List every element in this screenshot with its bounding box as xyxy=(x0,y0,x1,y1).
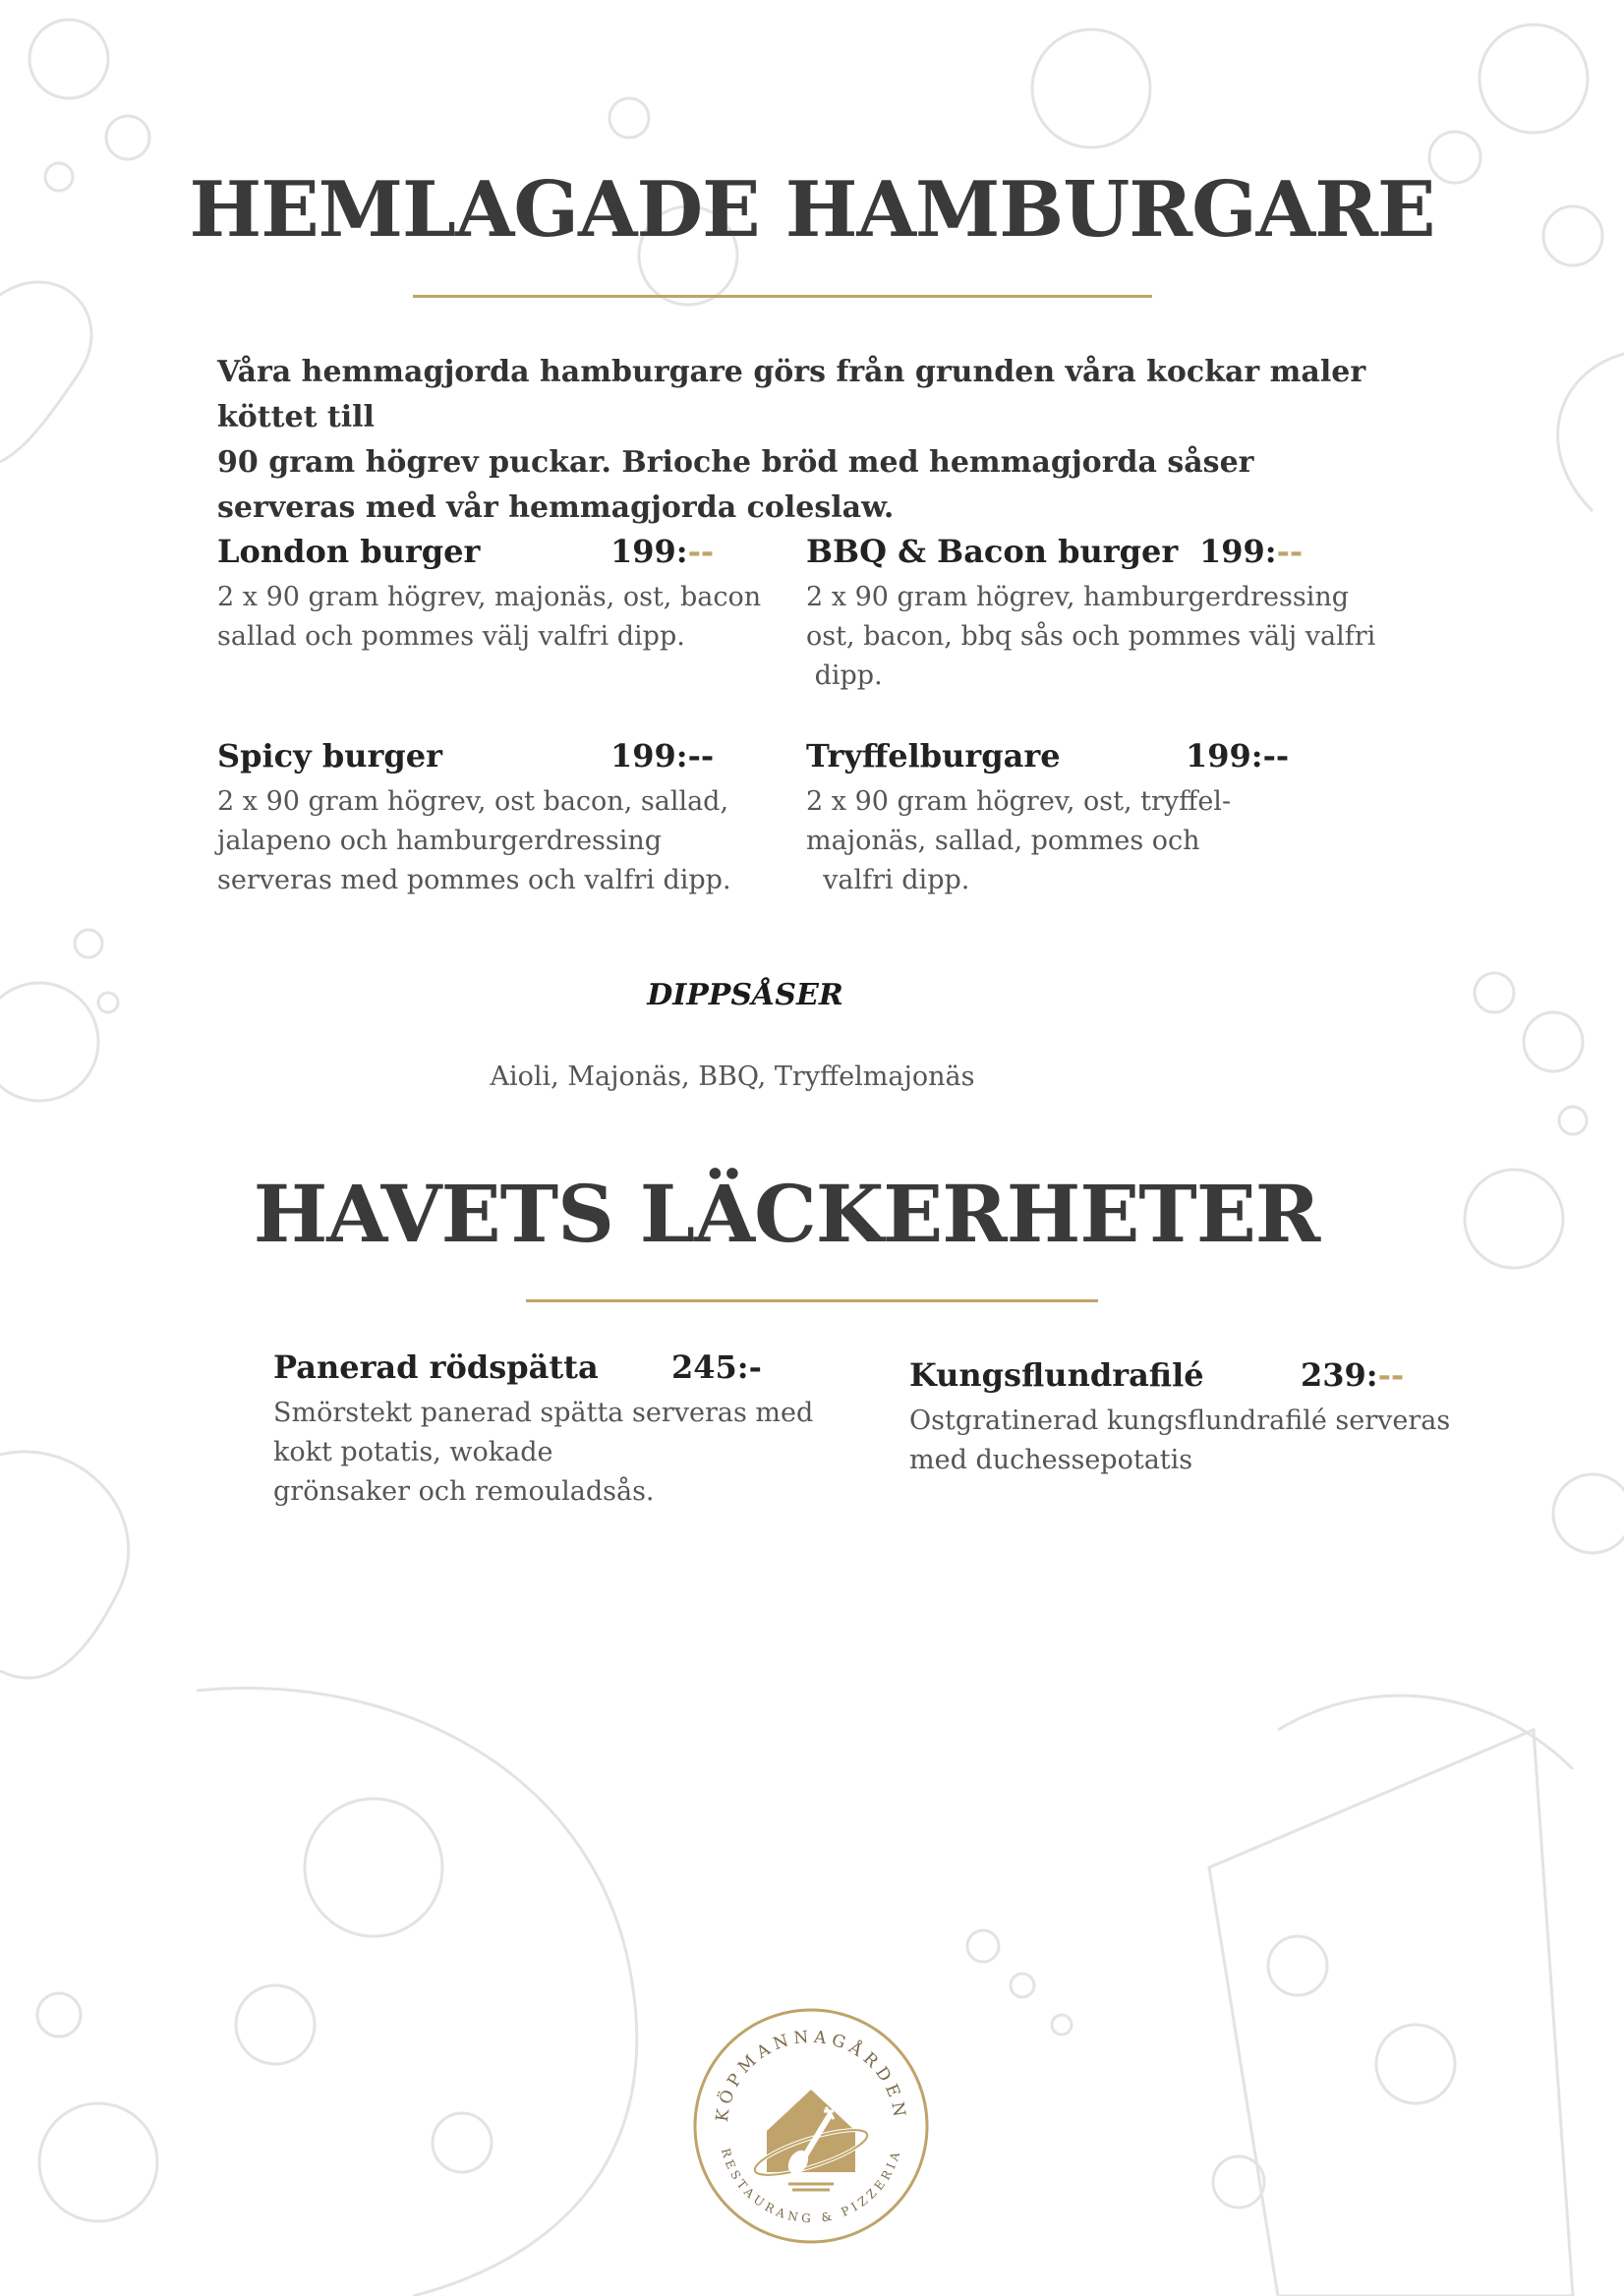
menu-item-bbq-bacon-burger xyxy=(806,533,1376,696)
burgers-intro: Våra hemmagjorda hamburgare görs från grunden våra kockar maler köttet till 90 gram högrev puckar. Brioche bröd med hemmagjorda såser serveras med vår hemmagjorda coleslaw. xyxy=(217,355,1366,525)
item-price: 199:-- xyxy=(1199,533,1304,570)
item-name: Spicy burger xyxy=(217,737,442,775)
logo-text-top: KÖPMANNAGÅRDEN xyxy=(712,2027,910,2123)
item-description: Ostgratinerad kungsflundrafilé serveras med duchessepotatis xyxy=(909,1406,1451,1475)
item-description: 2 x 90 gram högrev, ost, tryffel- majonäs, sallad, pommes och valfri dipp. xyxy=(806,786,1232,895)
dipp-title: DIPPSÅSER xyxy=(647,978,843,1012)
item-description: Smörstekt panerad spätta serveras med kokt potatis, wokade grönsaker och remouladsås. xyxy=(273,1398,814,1507)
item-name: Panerad rödspätta xyxy=(273,1349,599,1386)
sea-divider xyxy=(526,1299,1098,1302)
item-price: 245:- xyxy=(671,1349,762,1386)
menu-item-london-burger xyxy=(217,533,768,657)
item-price: 199:-- xyxy=(1186,737,1290,775)
burgers-title: HEMLAGADE HAMBURGARE xyxy=(189,165,1435,255)
item-price: 199:-- xyxy=(610,737,715,775)
item-name: London burger xyxy=(217,533,481,570)
restaurant-logo xyxy=(690,2005,932,2247)
menu-item-tryffelburgare xyxy=(806,737,1376,900)
item-name: BBQ & Bacon burger xyxy=(806,533,1179,570)
item-name: Kungsflundrafilé xyxy=(909,1356,1204,1394)
item-name: Tryffelburgare xyxy=(806,737,1061,775)
sea-title: HAVETS LÄCKERHETER xyxy=(253,1168,1320,1260)
menu-item-spicy-burger xyxy=(217,737,768,900)
item-description: 2 x 90 gram högrev, majonäs, ost, bacon sallad och pommes välj valfri dipp. xyxy=(217,582,762,652)
logo-text-bottom: RESTAURANG & PIZZERIA xyxy=(718,2147,904,2226)
dipp-list: Aioli, Majonäs, BBQ, Tryffelmajonäs xyxy=(490,1062,975,1092)
item-description: 2 x 90 gram högrev, hamburgerdressing ost, bacon, bbq sås och pommes välj valfri dipp. xyxy=(806,582,1376,691)
menu-item-panerad-rodspatta xyxy=(273,1349,824,1512)
item-price: 239:-- xyxy=(1301,1356,1405,1394)
item-description: 2 x 90 gram högrev, ost bacon, sallad, jalapeno och hamburgerdressing serveras med pommes och valfri dipp. xyxy=(217,786,731,895)
burgers-divider xyxy=(413,295,1152,298)
item-price: 199:-- xyxy=(610,533,715,570)
menu-item-kungsflundrafile xyxy=(909,1356,1519,1480)
